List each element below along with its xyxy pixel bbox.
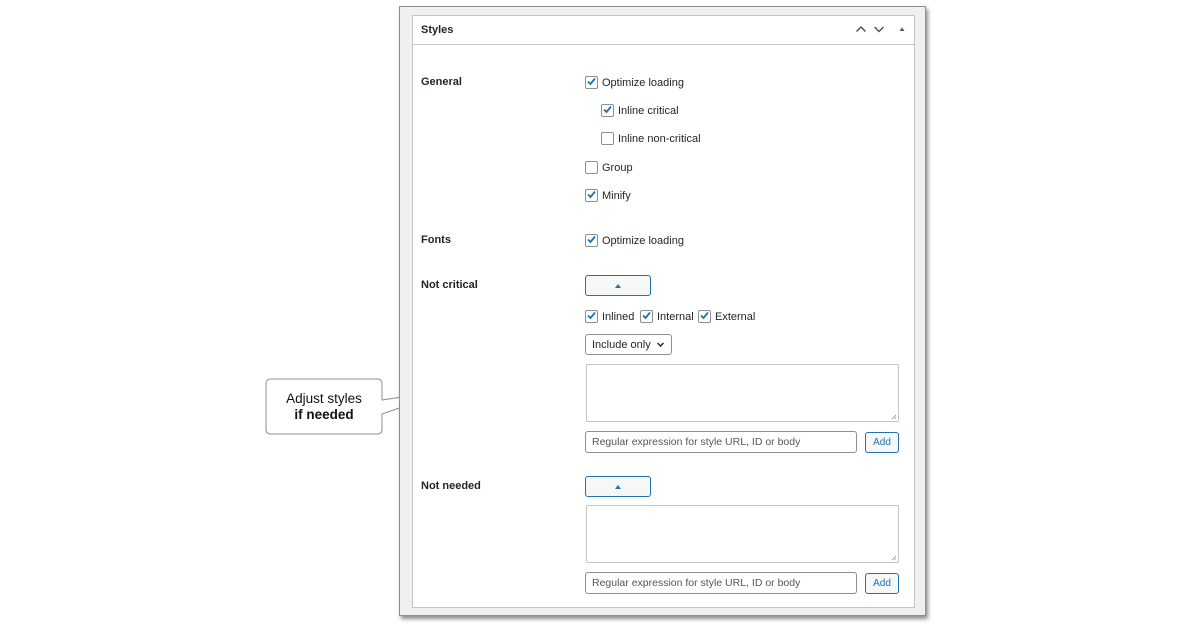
inline-critical-option[interactable] <box>601 104 679 117</box>
not-needed-label: Not needed <box>421 480 481 492</box>
checkbox-checked[interactable] <box>585 234 598 247</box>
not-critical-regex-input[interactable] <box>585 431 857 453</box>
not-critical-add-label: Add <box>873 437 891 448</box>
not-needed-add-button[interactable] <box>865 573 899 594</box>
chevron-down-icon <box>656 340 665 349</box>
callout-line-2: if needed <box>294 407 354 422</box>
minify-label: Minify <box>602 189 631 202</box>
not-needed-toggle-button[interactable] <box>585 476 651 497</box>
minify-option[interactable] <box>585 189 631 202</box>
checkbox-unchecked[interactable] <box>585 161 598 174</box>
internal-option[interactable] <box>640 310 694 323</box>
include-mode-select[interactable] <box>585 334 672 355</box>
checkbox-checked[interactable] <box>640 310 653 323</box>
resize-handle-icon[interactable] <box>891 555 897 561</box>
group-option[interactable] <box>585 161 633 174</box>
callout-text <box>267 391 381 423</box>
fonts-optimize-loading-label: Optimize loading <box>602 234 684 247</box>
group-label: Group <box>602 161 633 174</box>
fonts-optimize-loading-option[interactable] <box>585 234 684 247</box>
not-needed-regex-placeholder: Regular expression for style URL, ID or body <box>592 577 801 589</box>
checkbox-unchecked[interactable] <box>601 132 614 145</box>
checkbox-checked[interactable] <box>585 76 598 89</box>
not-critical-add-button[interactable] <box>865 432 899 453</box>
checkbox-checked[interactable] <box>698 310 711 323</box>
include-mode-value: Include only <box>592 338 651 351</box>
callout-line-1: Adjust styles <box>286 391 362 406</box>
checkbox-checked[interactable] <box>601 104 614 117</box>
triangle-up-icon <box>613 282 623 290</box>
screenshot-frame <box>399 6 926 616</box>
inline-non-critical-option[interactable] <box>601 132 701 145</box>
triangle-up-icon <box>613 483 623 491</box>
resize-handle-icon[interactable] <box>891 414 897 420</box>
fonts-label: Fonts <box>421 234 451 246</box>
not-needed-regex-input[interactable] <box>585 572 857 594</box>
checkbox-checked[interactable] <box>585 189 598 202</box>
panel-title: Styles <box>421 24 454 36</box>
not-critical-label: Not critical <box>421 279 478 291</box>
not-critical-toggle-button[interactable] <box>585 275 651 296</box>
not-critical-list-textarea[interactable] <box>586 364 899 422</box>
styles-panel <box>412 15 915 608</box>
chevron-up-icon[interactable] <box>854 22 868 36</box>
general-optimize-loading-label: Optimize loading <box>602 76 684 89</box>
external-option[interactable] <box>698 310 755 323</box>
panel-header <box>413 16 914 45</box>
not-needed-list-textarea[interactable] <box>586 505 899 563</box>
inline-non-critical-label: Inline non-critical <box>618 132 701 145</box>
triangle-up-icon[interactable] <box>895 22 909 36</box>
checkbox-checked[interactable] <box>585 310 598 323</box>
inlined-option[interactable] <box>585 310 634 323</box>
chevron-down-icon[interactable] <box>872 22 886 36</box>
general-optimize-loading-option[interactable] <box>585 76 684 89</box>
external-label: External <box>715 310 756 323</box>
internal-label: Internal <box>657 310 694 323</box>
inlined-label: Inlined <box>602 310 635 323</box>
inline-critical-label: Inline critical <box>618 104 679 117</box>
not-critical-regex-placeholder: Regular expression for style URL, ID or body <box>592 436 801 448</box>
not-needed-add-label: Add <box>873 578 891 589</box>
general-label: General <box>421 76 462 88</box>
